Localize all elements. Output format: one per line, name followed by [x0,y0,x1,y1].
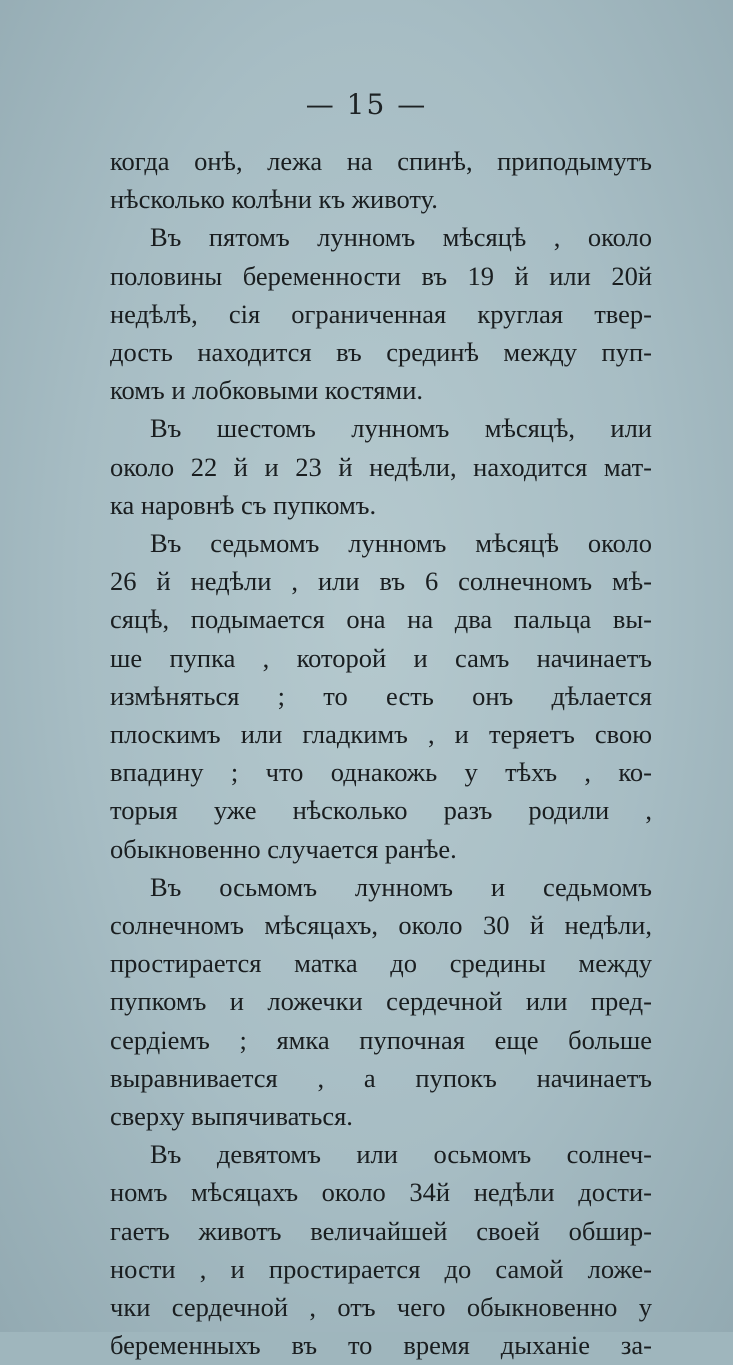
paragraph [110,524,652,868]
text-line: выравнивается , а пупокъ начинаетъ [110,1062,652,1093]
text-line: торыя уже нѣсколько разъ родили , [110,795,652,826]
text-line: пупкомъ и ложечки сердечной или пред- [110,986,652,1017]
text-line: дость находится въ срединѣ между пуп- [110,337,652,368]
text-line: ше пупка , которой и самъ начинаетъ [110,642,652,673]
text-line: Въ осьмомъ лунномъ и седьмомъ [150,871,652,902]
text-line: половины беременности въ 19 й или 20й [110,260,652,291]
text-line: Въ девятомъ или осьмомъ солнеч- [150,1139,652,1170]
text-line: впадину ; что однакожь у тѣхъ , ко- [110,757,652,788]
text-line: Въ седьмомъ лунномъ мѣсяцѣ около [150,528,652,559]
text-line: нѣсколько колѣни къ животу. [110,184,438,215]
text-line: ка наровнѣ съ пупкомъ. [110,489,377,520]
text-line: номъ мѣсяцахъ около 34й недѣли дости- [110,1177,652,1208]
text-line: гаетъ животъ величайшей своей обшир- [110,1215,652,1246]
text-line: плоскимъ или гладкимъ , и теряетъ свою [110,719,652,750]
text-line: сверху выпячиваться. [110,1101,353,1132]
body-text [110,142,652,1365]
page-number: — 15 — [305,88,428,121]
paragraph [110,218,652,409]
text-line: около 22 й и 23 й недѣли, находится мат- [110,451,652,482]
paragraph [110,868,652,1135]
text-line: чки сердечной , отъ чего обыкновенно у [110,1292,652,1323]
text-line: Въ пятомъ лунномъ мѣсяцѣ , около [150,222,652,253]
paragraph [110,409,652,524]
text-line: обыкновенно случается ранѣе. [110,833,457,864]
text-line: беременныхъ въ то время дыханіе за- [110,1330,652,1361]
text-line: сердіемъ ; ямка пупочная еще больше [110,1024,652,1055]
text-line: сяцѣ, подымается она на два пальца вы- [110,604,652,635]
text-line: ности , и простирается до самой ложе- [110,1253,652,1284]
paragraph [110,142,652,218]
text-line: простирается матка до средины между [110,948,652,979]
text-line: Въ шестомъ лунномъ мѣсяцѣ, или [150,413,652,444]
paragraph [110,1135,652,1364]
text-line: 26 й недѣли , или въ 6 солнечномъ мѣ- [110,566,652,597]
text-line: солнечномъ мѣсяцахъ, около 30 й недѣли, [110,910,652,941]
text-line: измѣняться ; то есть онъ дѣлается [110,680,652,711]
text-line: комъ и лобковыми костями. [110,375,424,406]
text-line: недѣлѣ, сія ограниченная круглая твер- [110,298,652,329]
text-line: когда онѣ, лежа на спинѣ, приподымутъ [110,146,652,176]
